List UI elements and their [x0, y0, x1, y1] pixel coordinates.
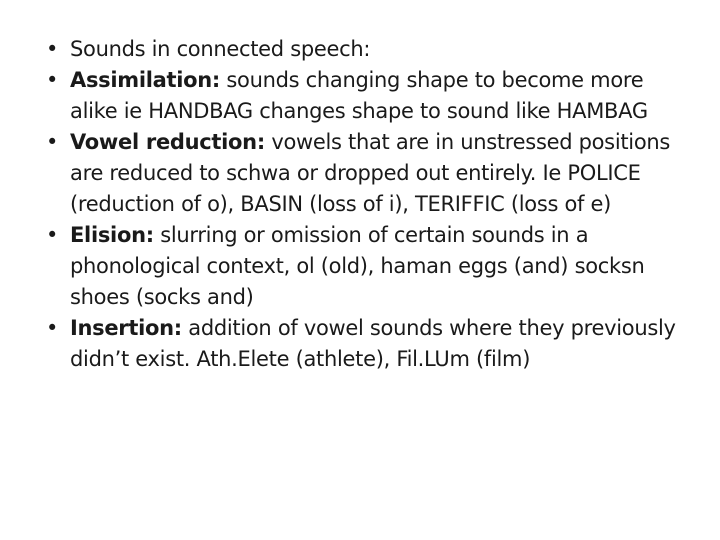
bullet-text: Sounds in connected speech: [70, 37, 371, 61]
bullet-item-elision [46, 220, 686, 313]
bullet-icon: • [46, 37, 59, 61]
bullet-text: sounds changing shape to become more alike ie HANDBAG changes shape to sound like HAMBAG [70, 68, 648, 123]
bullet-text: slurring or omission of certain sounds in a phonological context, ol (old), haman eggs (and) socksn shoes (socks and) [70, 223, 645, 309]
bullet-item-sounds-in-connected-speech [46, 34, 686, 65]
bullet-term: Assimilation: [70, 68, 221, 92]
bullet-text: addition of vowel sounds where they previously didn’t exist. Ath.Elete (athlete), Fil.LUm (film) [70, 316, 676, 371]
bullet-term: Insertion: [70, 316, 182, 340]
bullet-icon: • [46, 68, 59, 92]
bullet-icon: • [46, 223, 59, 247]
bullet-item-insertion [46, 313, 686, 375]
bullet-text: vowels that are in unstressed positions are reduced to schwa or dropped out entirely. Ie POLICE (reduction of o), BASIN (loss of i), TERIFFIC (loss of e) [70, 130, 671, 216]
bullet-item-assimilation [46, 65, 686, 127]
bullet-term: Vowel reduction: [70, 130, 265, 154]
bullet-item-vowel-reduction [46, 127, 686, 220]
bullet-icon: • [46, 316, 59, 340]
bullet-term: Elision: [70, 223, 154, 247]
bullet-list [46, 34, 686, 375]
bullet-icon: • [46, 130, 59, 154]
